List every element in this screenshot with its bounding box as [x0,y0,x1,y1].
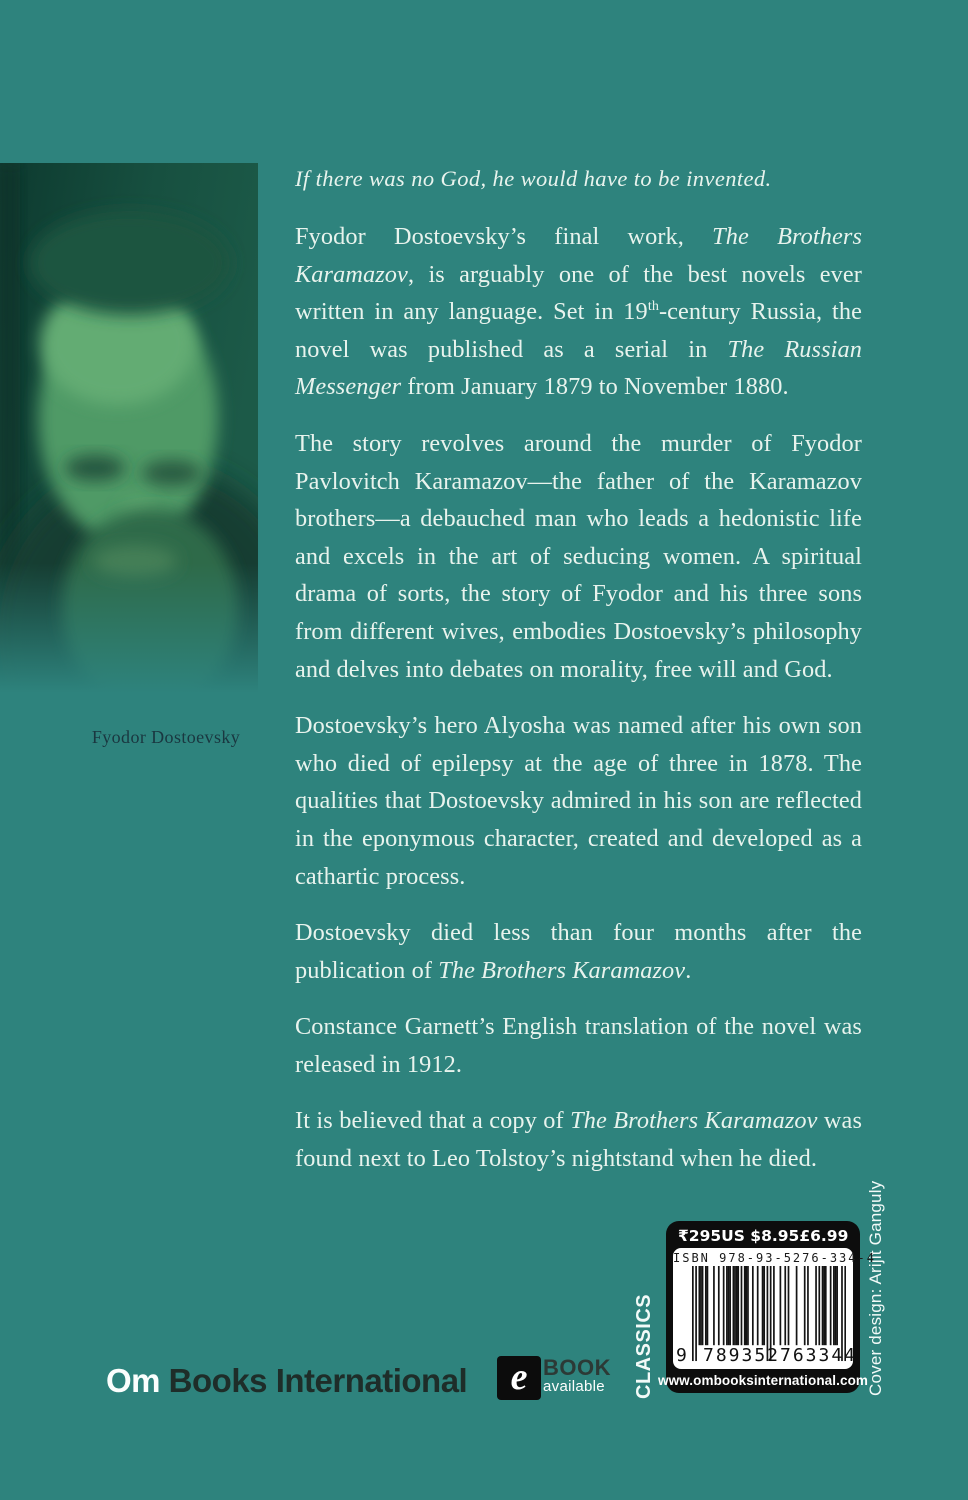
ebook-badge-book-label: BOOK [543,1355,611,1380]
publisher-logo-om: Om [106,1362,161,1399]
photo-caption: Fyodor Dostoevsky [91,727,241,747]
barcode-digits-right: 763344 [779,1345,858,1366]
series-label-classics: CLASSICS [633,1293,655,1399]
barcode-digits-left: 789352 [702,1345,781,1366]
body-paragraph: Constance Garnett’s English translation of the novel was released in 1912. [295,1013,862,1078]
barcode-block [657,1221,876,1393]
price-row [666,1221,860,1249]
publisher-logo [106,1362,467,1400]
isbn-number: ISBN 978-93-5276-334-4 [673,1251,876,1265]
body-paragraphs [295,218,862,1178]
epigraph-quote: If there was no God, he would have to be invented. [295,166,772,191]
price-gbp: £6.99 [799,1226,849,1245]
ebook-available-badge [497,1356,611,1400]
barcode-digit-lead: 9 [676,1345,689,1366]
body-paragraph: Fyodor Dostoevsky’s final work, The Brothers Karamazov, is arguably one of the best novels ever written in any language. Set in 19th-century Russia, the novel was published as a serial in The Russian Messenger from January 1879 to November 1880. [295,223,863,401]
body-paragraph: The story revolves around the murder of Fyodor Pavlovitch Karamazov—the father of the Karamazov brothers—a debauched man who leads a hedonistic life and excels in the art of seducing women. A spiritual drama of sorts, the story of Fyodor and his three sons from different wives, embodies Dostoevsky’s philosophy and delves into debates on morality, free will and God. [295,429,862,683]
back-cover-text [295,164,862,1178]
price-usd: US $8.95 [721,1226,800,1245]
ebook-badge-available-label: available [543,1378,605,1395]
body-paragraph: Dostoevsky died less than four months after the publication of The Brothers Karamazov. [295,919,862,984]
ebook-icon: e [497,1356,541,1400]
cover-design-credit: Cover design: Arijit Ganguly [866,1180,885,1396]
body-paragraph: It is believed that a copy of The Brothers Karamazov was found next to Leo Tolstoy’s nightstand when he died. [295,1107,862,1173]
publisher-logo-name: Books International [160,1362,468,1399]
price-inr: ₹295 [678,1226,722,1245]
barcode-panel [673,1248,876,1369]
publisher-url: www.ombooksinternational.com [657,1372,869,1388]
body-paragraph: Dostoevsky’s hero Alyosha was named after his own son who died of epilepsy at the age of three in 1878. The qualities that Dostoevsky admired in his son are reflected in the eponymous character, created and developed as a cathartic process. [295,712,862,890]
dostoevsky-portrait-photo [0,163,258,693]
